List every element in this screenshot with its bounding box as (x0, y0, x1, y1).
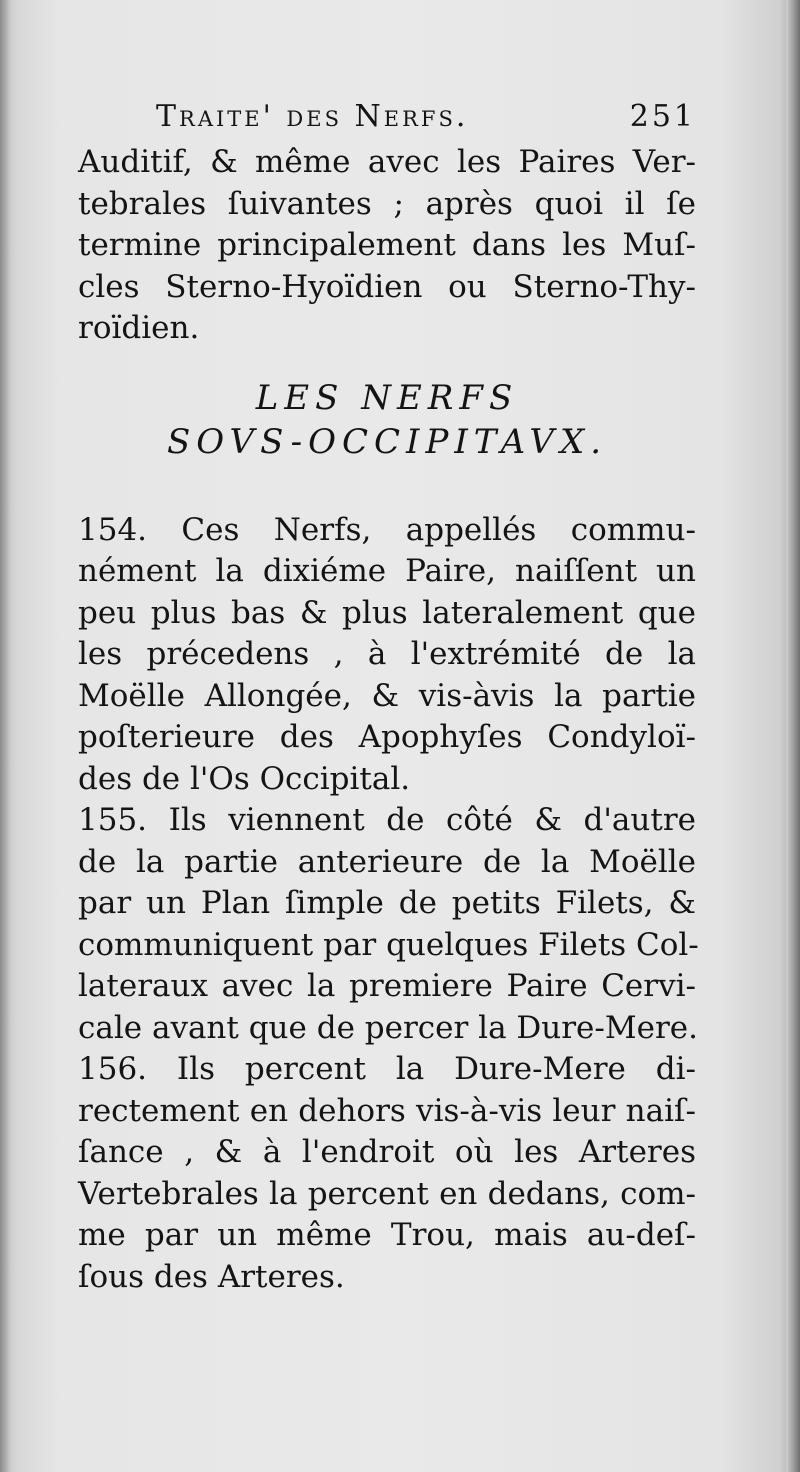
paragraph-intro (78, 142, 696, 350)
section-heading-line-1: LES NERFS (255, 377, 519, 418)
text-line: Auditif, & même avec les Paires Ver- (78, 144, 696, 180)
page-number: 251 (629, 99, 696, 134)
text-line: 154. Ces Nerfs, appellés commu- (78, 511, 696, 548)
text-line: rectement en dehors vis-à-vis leur naiſ- (78, 1092, 696, 1129)
paragraph-155 (78, 800, 699, 1049)
section-heading (78, 376, 696, 464)
text-line: ſous des Arteres. (78, 1258, 345, 1295)
page-text-block (78, 96, 699, 1298)
text-line: termine principalement dans les Muſ- (78, 227, 696, 263)
text-line: des de l'Os Occipital. (78, 760, 411, 797)
page-gutter-shadow (0, 0, 10, 1472)
running-header-title: Traite' des Nerfs. (156, 99, 469, 134)
text-line: Vertebrales la percent en dedans, com- (78, 1175, 696, 1212)
text-line: peu plus bas & plus lateralement que (78, 594, 696, 631)
text-line: cles Sterno-Hyoïdien ou Sterno-Thy- (78, 268, 696, 305)
text-line: par un Plan ſimple de petits Filets, & (78, 885, 696, 921)
text-line: lateraux avec la premiere Paire Cervi- (78, 968, 696, 1004)
text-line: roïdien. (78, 310, 200, 346)
page-edge-shadow (786, 0, 800, 1472)
text-line: 155. Ils viennent de côté & d'autre (78, 802, 696, 838)
paragraph-154 (78, 510, 696, 801)
running-header (78, 96, 696, 142)
text-line: Moëlle Allongée, & vis-àvis la partie (78, 677, 696, 714)
text-line: communiquent par quelques Filets Col- (78, 926, 699, 963)
text-line: nément la dixiéme Paire, naiſſent un (78, 553, 696, 589)
section-heading-line-2: SOVS-OCCIPITAVX. (166, 421, 608, 462)
text-line: tebrales ſuivantes ; après quoi il ſe (78, 185, 696, 222)
text-line: me par un même Trou, mais au-deſ- (78, 1217, 696, 1253)
text-line: poſterieure des Apophyſes Condyloï- (78, 719, 696, 755)
text-line: ſance , & à l'endroit où les Arteres (78, 1134, 696, 1170)
text-line: les précedens , à l'extrémité de la (78, 636, 696, 672)
text-line: 156. Ils percent la Dure-Mere di- (78, 1051, 696, 1087)
paragraph-156 (78, 1049, 696, 1298)
text-line: de la partie anterieure de la Moëlle (78, 843, 696, 880)
text-line: cale avant que de percer la Dure-Mere. (78, 1009, 698, 1046)
